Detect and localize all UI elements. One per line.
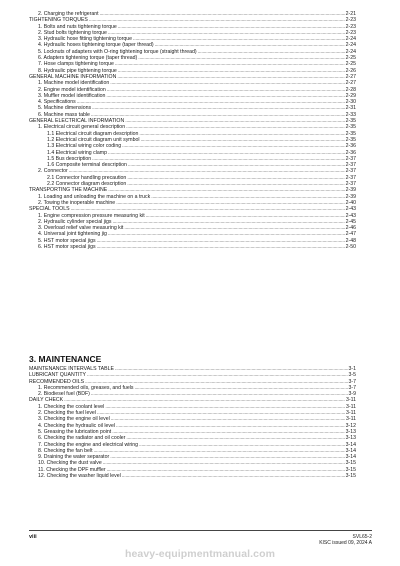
toc-entry-page: 2-37 [345, 162, 356, 169]
toc-entry-row [29, 244, 356, 250]
toc-entry-page: 2-43 [345, 206, 356, 213]
toc-entry-page: 2-45 [345, 218, 356, 225]
toc-entry-page: 2-27 [345, 73, 356, 80]
toc-entry-title: 3. Muffler model identification [38, 92, 106, 99]
toc-entry-page: 2-37 [345, 155, 356, 162]
toc-entry-page: 2-46 [345, 225, 356, 232]
toc-entry-title: 2. Engine model identification [38, 86, 106, 93]
toc-list-section-3 [29, 366, 356, 479]
toc-entry-title: TRANSPORTING THE MACHINE [29, 187, 108, 194]
toc-entry-page: 2-37 [345, 181, 356, 188]
toc-entry-title: 7. Hose clamps tightening torque [38, 61, 114, 68]
toc-entry-title: 9. Draining the water separator [38, 454, 110, 461]
toc-entry-title: 2. Connector [38, 168, 68, 175]
toc-entry-page: 2-35 [345, 118, 356, 125]
toc-entry-page: 3-7 [348, 378, 356, 385]
toc-entry-title: 5. HST motor special jigs [38, 237, 96, 244]
toc-entry-title: 3. Hydraulic hose fitting tightening torque [38, 36, 133, 43]
toc-entry-title: 1. Checking the coolant level [38, 403, 105, 410]
toc-entry-page: 3-15 [345, 466, 356, 473]
toc-entry-page: 2-23 [345, 29, 356, 36]
toc-entry-page: 2-31 [345, 105, 356, 112]
toc-entry-title: 1.3 Electrical wiring color coding [47, 143, 122, 150]
toc-entry-page: 3-15 [345, 460, 356, 467]
toc-entry-title: 6. Machine mass table [38, 111, 90, 118]
toc-entry-title: LUBRICANT QUANTITY [29, 372, 86, 379]
toc-entry-page: 3-13 [345, 428, 356, 435]
dot-leader [122, 473, 345, 479]
toc-entry-title: 1.6 Composite terminal description [47, 162, 127, 169]
toc-entry-page: 2-33 [345, 111, 356, 118]
toc-entry-title: TIGHTENING TORQUES [29, 17, 88, 24]
toc-entry-row [29, 473, 356, 479]
toc-entry-page: 2-23 [345, 23, 356, 30]
toc-entry-title: 1. Electrical circuit general description [38, 124, 126, 131]
toc-entry-title: 4. Hydraulic hoses tightening torque (taper thread) [38, 42, 154, 49]
toc-entry-title: 2. Towing the inoperable machine [38, 199, 116, 206]
toc-entry-page: 2-30 [345, 99, 356, 106]
toc-entry-title: 2. Hydraulic cylinder special jigs [38, 218, 112, 225]
toc-entry-title: 2.1 Connector handling precaution [47, 174, 127, 181]
toc-entry-title: 5. Machine dimensions [38, 105, 92, 112]
toc-entry-title: RECOMMENDED OILS [29, 378, 85, 385]
toc-entry-page: 2-24 [345, 48, 356, 55]
toc-entry-page: 2-39 [345, 187, 356, 194]
toc-entry-page: 2-39 [345, 193, 356, 200]
toc-entry-page: 2-48 [345, 237, 356, 244]
toc-entry-page: 2-26 [345, 67, 356, 74]
toc-entry-page: 2-43 [345, 212, 356, 219]
toc-entry-title: 1.5 Bus description [47, 155, 92, 162]
toc-entry-title: 1. Bolts and nuts tightening torque [38, 23, 117, 30]
toc-entry-page: 2-25 [345, 55, 356, 62]
toc-entry-title: 10. Checking the dust valve [38, 460, 102, 467]
toc-entry-page: 3-11 [346, 416, 356, 423]
model-code: SVL65-2 [352, 534, 372, 540]
toc-entry-title: 2. Checking the fuel level [38, 410, 96, 417]
toc-entry-page: 2-35 [345, 124, 356, 131]
toc-entry-page: 2-23 [345, 17, 356, 24]
toc-entry-title: 3. Overload relief valve measuring kit [38, 225, 124, 232]
toc-entry-title: 12. Checking the washer liquid level [38, 473, 121, 480]
toc-entry-title: 7. Checking the engine and electrical wiring [38, 441, 139, 448]
toc-entry-page: 3-11 [346, 403, 356, 410]
toc-entry-title: MAINTENANCE INTERVALS TABLE [29, 366, 114, 372]
toc-entry-page: 3-13 [345, 435, 356, 442]
toc-entry-page: 3-14 [345, 454, 356, 461]
toc-entry-title: 5. Locknuts of adapters with O-ring tightening torque (straight thread) [38, 48, 197, 55]
section-heading: 3. MAINTENANCE [29, 354, 102, 364]
toc-entry-title: 2. Charging the refrigerant [38, 11, 99, 17]
toc-entry-title: 1. Machine model identification [38, 80, 110, 87]
footer-divider [29, 530, 372, 531]
toc-entry-page: 2-24 [345, 42, 356, 49]
toc-entry-title: 1.2 Electrical circuit diagram unit symbol [47, 136, 140, 143]
toc-entry-title: GENERAL MACHINE INFORMATION [29, 73, 117, 80]
toc-entry-page: 2-28 [345, 86, 356, 93]
toc-entry-title: 6. HST motor special jigs [38, 243, 96, 250]
toc-entry-page: 2-36 [345, 149, 356, 156]
toc-entry-page: 2-50 [345, 243, 356, 250]
toc-entry-title: 6. Checking the radiator and oil cooler [38, 435, 126, 442]
toc-entry-page: 2-37 [345, 168, 356, 175]
dot-leader [97, 244, 345, 250]
toc-entry-page: 3-15 [345, 473, 356, 480]
toc-entry-page: 2-21 [345, 11, 356, 17]
toc-entry-title: DAILY CHECK [29, 397, 64, 404]
toc-entry-page: 3-14 [345, 447, 356, 454]
toc-entry-title: 1.4 Electrical wiring clamp [47, 149, 107, 156]
toc-entry-page: 3-11 [346, 397, 356, 404]
toc-entry-title: SPECIAL TOOLS [29, 206, 70, 213]
toc-entry-page: 3-14 [345, 441, 356, 448]
toc-entry-page: 3-11 [346, 410, 356, 417]
page-number: viii [29, 534, 37, 540]
toc-entry-page: 3-1 [348, 366, 356, 372]
toc-entry-page: 2-47 [345, 231, 356, 238]
toc-entry-title: 6. Adapters tightening torque (taper thread) [38, 55, 138, 62]
toc-entry-page: 3-7 [348, 384, 356, 391]
toc-entry-title: 11. Checking the DPF muffler [38, 466, 106, 473]
toc-entry-page: 3-5 [348, 372, 356, 379]
issue-note: KISC issued 09, 2024 A [319, 540, 372, 546]
toc-entry-page: 2-29 [345, 92, 356, 99]
toc-entry-page: 3-9 [348, 391, 356, 398]
toc-entry-title: 8. Hydraulic pipe tightening torque [38, 67, 117, 74]
toc-entry-page: 2-37 [345, 174, 356, 181]
toc-list-section-2 [29, 11, 356, 250]
toc-entry-title: 1. Engine compression pressure measuring kit [38, 212, 145, 219]
toc-entry-title: 4. Universal joint tightening jig [38, 231, 107, 238]
toc-entry-page: 2-35 [345, 130, 356, 137]
toc-entry-title: GENERAL ELECTRICAL INFORMATION [29, 118, 125, 125]
toc-entry-page: 2-36 [345, 143, 356, 150]
watermark: heavy-equipmentmanual.com [124, 548, 276, 560]
toc-entry-title: 1. Loading and unloading the machine on a truck [38, 193, 151, 200]
toc-entry-title: 1. Recommended oils, greases, and fuels [38, 384, 134, 391]
toc-entry-title: 4. Specifications [38, 99, 76, 106]
toc-entry-page: 2-40 [345, 199, 356, 206]
toc-entry-title: 8. Checking the fan belt [38, 447, 93, 454]
toc-entry-title: 2. Biodiesel fuel (BDF) [38, 391, 90, 398]
toc-entry-title: 2.2 Connector diagram description [47, 181, 127, 188]
toc-entry-title: 2. Stud bolts tightening torque [38, 29, 107, 36]
toc-entry-page: 2-24 [345, 36, 356, 43]
toc-entry-title: 3. Checking the engine oil level [38, 416, 110, 423]
toc-entry-page: 2-25 [345, 61, 356, 68]
toc-entry-title: 5. Greasing the lubrication point [38, 428, 112, 435]
toc-entry-page: 3-12 [345, 422, 356, 429]
toc-entry-page: 2-27 [345, 80, 356, 87]
toc-entry-title: 4. Checking the hydraulic oil level [38, 422, 115, 429]
toc-entry-title: 1.1 Electrical circuit diagram description [47, 130, 139, 137]
toc-entry-page: 2-35 [345, 136, 356, 143]
